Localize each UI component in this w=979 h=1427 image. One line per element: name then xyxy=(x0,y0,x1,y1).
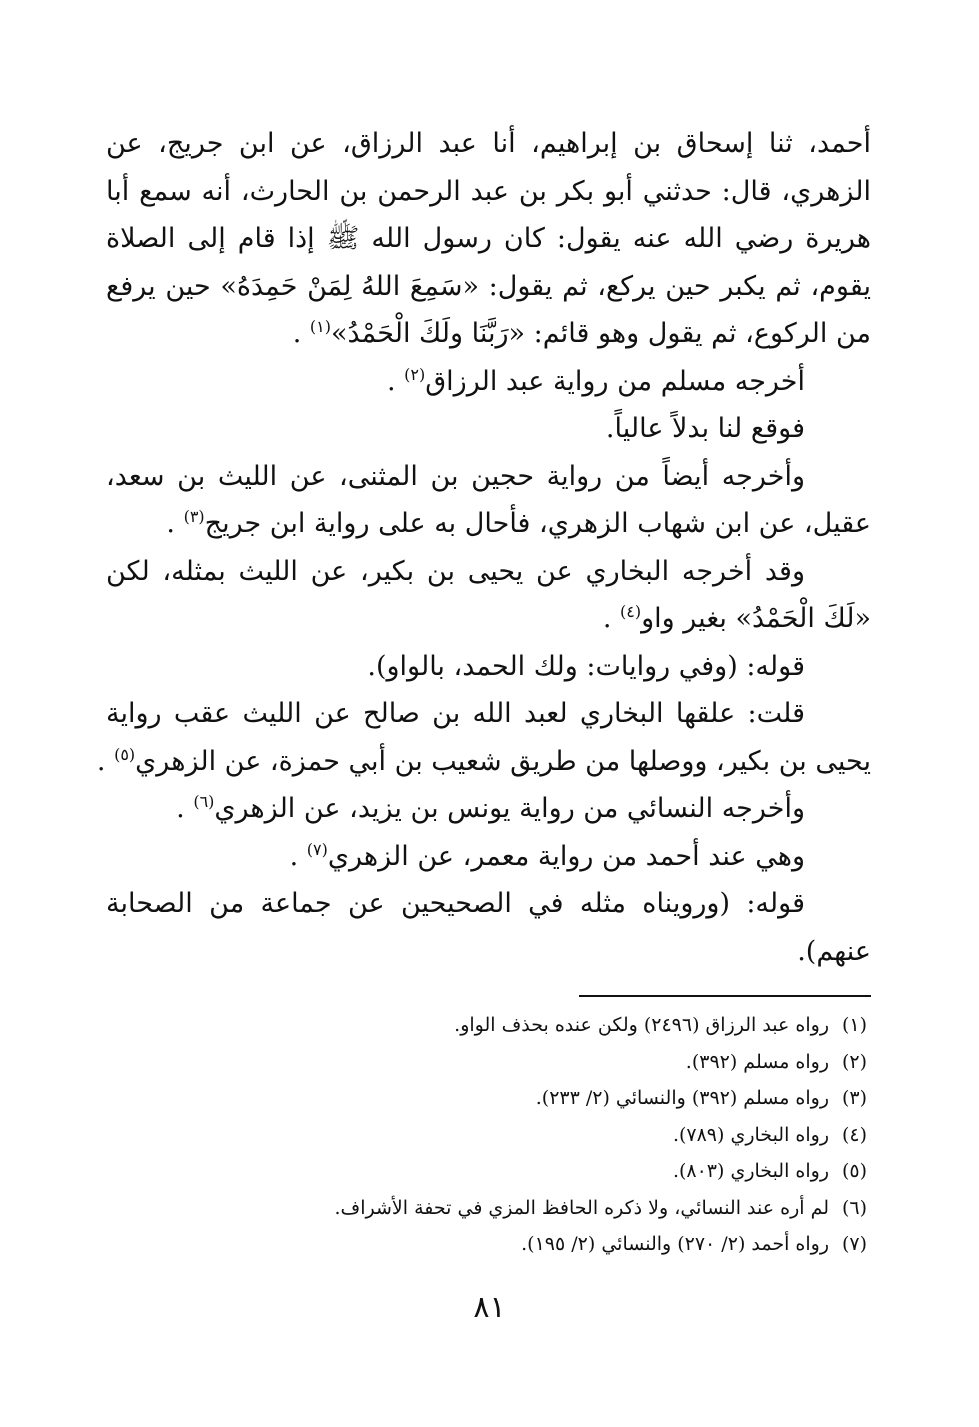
footnote-number: (٤) xyxy=(841,1123,867,1146)
text-line: هريرة رضي الله عنه يقول: كان رسول الله ﷺ إذا قام إلى الصلاة xyxy=(106,223,871,254)
text-line: وأخرجه النسائي من رواية يونس بن يزيد، عن الزهري$^{(٦)}$ . xyxy=(176,792,805,824)
text-line: يحيى بن بكير، ووصلها من طريق شعيب بن أبي حمزة، عن الزهري$^{(٥)}$ . xyxy=(96,744,871,777)
footnote-number: (٦) xyxy=(841,1196,867,1219)
footnotes xyxy=(107,1007,867,1263)
footnote-number: (٢) xyxy=(841,1050,867,1073)
text-line: قلت: علقها البخاري لعبد الله بن صالح عن الليث عقب رواية xyxy=(106,698,805,729)
text-line: وهي عند أحمد من رواية معمر، عن الزهري$^{(٧)}$ . xyxy=(289,839,805,872)
text-line: من الركوع، ثم يقول وهو قائم: «رَبَّنَا ولَكَ الْحَمْدُ»$^{(١)}$ . xyxy=(292,317,871,349)
text-line: فوقع لنا بدلاً عالياً. xyxy=(605,413,805,444)
footnote-ref: (٤) xyxy=(620,602,642,621)
footnote-ref: (٥) xyxy=(114,744,136,764)
footnote-number: (٣) xyxy=(841,1087,867,1109)
footnote xyxy=(107,1080,867,1117)
footnote-ref: (٢) xyxy=(404,364,426,384)
text-line: عنهم). xyxy=(797,935,871,967)
footnote-number: (٧) xyxy=(841,1233,867,1255)
footnote-ref: (١) xyxy=(309,317,331,336)
text-line: قوله: (ورويناه مثله في الصحيحين عن جماعة من الصحابة xyxy=(106,888,805,919)
footnote-text: رواه مسلم (٣٩٢) والنسائي (٢/ ٢٣٣). xyxy=(535,1087,829,1109)
text-line: عقيل، عن ابن شهاب الزهري، فأحال به على رواية ابن جريج$^{(٣)}$ . xyxy=(166,507,871,539)
text-line: أخرجه مسلم من رواية عبد الرزاق$^{(٢)}$ . xyxy=(386,364,805,397)
footnote-text: رواه مسلم (٣٩٢). xyxy=(685,1050,829,1073)
footnote-text: رواه أحمد (٢/ ٢٧٠) والنسائي (٢/ ١٩٥). xyxy=(521,1233,829,1255)
footnote-number: (١) xyxy=(841,1014,867,1036)
footnote xyxy=(107,1190,867,1227)
page-number: ٨١ xyxy=(473,1290,506,1325)
footnote-text: رواه البخاري (٨٠٣). xyxy=(672,1160,829,1182)
footnote xyxy=(107,1007,867,1044)
footnote xyxy=(107,1153,867,1190)
footnote-ref: (٣) xyxy=(183,507,205,526)
text-line: قوله: (وفي روايات: ولك الحمد، بالواو). xyxy=(367,650,805,682)
main-text xyxy=(96,120,871,975)
text-line: «لَكَ الْحَمْدُ» بغير واو$^{(٤)}$ . xyxy=(602,602,871,634)
footnote xyxy=(107,1117,867,1154)
footnote-text: رواه عبد الرزاق (٢٤٩٦) ولكن عنده بحذف الواو. xyxy=(454,1014,829,1036)
footnote-number: (٥) xyxy=(841,1160,867,1182)
footnote-ref: (٦) xyxy=(193,792,215,811)
footnote-text: رواه البخاري (٧٨٩). xyxy=(672,1123,829,1146)
footnote-ref: (٧) xyxy=(306,839,328,859)
text-line: يقوم، ثم يكبر حين يركع، ثم يقول: «سَمِعَ اللهُ لِمَنْ حَمِدَهُ» حين يرفع xyxy=(106,270,871,302)
footnote xyxy=(107,1226,867,1263)
footnote-divider xyxy=(579,995,871,997)
text-line: وأخرجه أيضاً من رواية حجين بن المثنى، عن الليث بن سعد، xyxy=(106,460,805,492)
text-line: وقد أخرجه البخاري عن يحيى بن بكير، عن الليث بمثله، لكن xyxy=(106,555,805,587)
footnote xyxy=(107,1044,867,1081)
text-line: الزهري، قال: حدثني أبو بكر بن عبد الرحمن بن الحارث، أنه سمع أبا xyxy=(106,175,871,207)
footnote-text: لم أره عند النسائي، ولا ذكره الحافظ المزي في تحفة الأشراف. xyxy=(334,1196,829,1219)
text-line: أحمد، ثنا إسحاق بن إبراهيم، أنا عبد الرزاق، عن ابن جريج، عن xyxy=(106,128,871,159)
